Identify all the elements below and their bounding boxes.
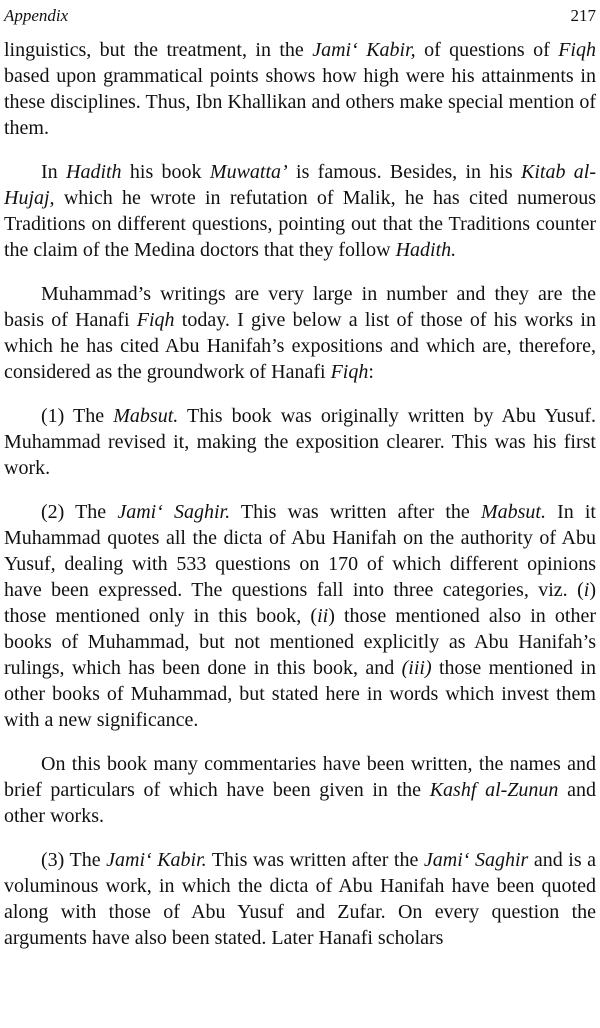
text-run: is famous. Besides, in his: [287, 161, 521, 183]
italic-text: i: [583, 579, 590, 601]
italic-text: Hadith: [66, 161, 122, 183]
italic-text: Hadith.: [395, 239, 457, 261]
paragraph: [4, 159, 596, 263]
running-head: [4, 3, 596, 29]
italic-text: Jami‘ Saghir.: [117, 501, 231, 523]
text-run: This was written after the: [230, 501, 481, 523]
italic-text: Jami‘ Kabir.: [106, 849, 207, 871]
text-run: (3) The: [41, 849, 107, 871]
text-run: Muhammad’s writings are very large in number and they are the basis of Hanafi: [4, 283, 596, 331]
text-run: ) those mentioned also in other books of Muhammad, but not mentioned explicitly as Abu Hanifah’s rulings, which has been done in this book, and: [4, 605, 597, 679]
body-text: [4, 37, 596, 969]
italic-text: Fiqh: [558, 39, 596, 61]
italic-text: Fiqh: [136, 309, 175, 331]
text-run: which he wrote in refutation of Malik, he has cited numerous Traditions on different questions, pointing out that the Traditions counter the claim of the Medina doctors that they follow: [4, 187, 596, 261]
paragraph: [4, 403, 596, 481]
text-run: (2) The: [41, 501, 118, 523]
italic-text: Fiqh: [330, 361, 369, 383]
italic-text: Kashf al-Zunun: [429, 779, 559, 801]
italic-text: Kitab al-Hujaj,: [4, 161, 596, 209]
italic-text: Jami‘ Saghir: [423, 849, 529, 871]
paragraph: [4, 847, 596, 951]
text-run: linguistics, but the treatment, in the: [4, 39, 313, 61]
text-run: of questions of: [415, 39, 559, 61]
paragraph: [4, 499, 596, 733]
text-run: and other works.: [4, 779, 596, 827]
text-run: ) those mentioned only in this book, (: [4, 579, 596, 627]
text-run: In it Muhammad quotes all the dicta of Abu Hanifah on the authority of Abu Yusuf, dealing with 533 questions on 170 of which different opinions have been expressed. The questions fall into three categories, viz. (: [4, 501, 596, 601]
text-run: (1) The: [41, 405, 114, 427]
text-run: based upon grammatical points shows how high were his attainments in these disciplines. Thus, Ibn Khallikan and others make special mention of them.: [4, 65, 596, 139]
text-run: In: [41, 161, 66, 183]
text-run: :: [368, 361, 374, 383]
running-title: Appendix: [4, 6, 69, 25]
italic-text: Muwatta’: [209, 161, 288, 183]
italic-text: (iii): [401, 657, 432, 679]
text-run: This was written after the: [206, 849, 424, 871]
paragraph: [4, 751, 596, 829]
paragraph: [4, 37, 596, 141]
text-run: On this book many commentaries have been written, the names and brief particulars of which have been given in the: [4, 753, 596, 801]
page-number: 217: [570, 6, 596, 25]
text-run: This book was originally written by Abu Yusuf. Muhammad revised it, making the exposition clearer. This was his first work.: [4, 405, 596, 479]
paragraph: [4, 281, 596, 385]
text-run: and is a voluminous work, in which the dicta of Abu Hanifah have been quoted along with those of Abu Yusuf and Zufar. On every question the arguments have also been stated. Later Hanafi scholars: [4, 849, 597, 949]
text-run: his book: [121, 161, 210, 183]
text-run: today. I give below a list of those of his works in which he has cited Abu Hanifah’s expositions and which are, therefore, considered as the groundwork of Hanafi: [4, 309, 596, 383]
italic-text: ii: [317, 605, 329, 627]
text-run: those mentioned in other books of Muhammad, but stated here in words which invest them with a new significance.: [4, 657, 596, 731]
italic-text: Mabsut.: [113, 405, 179, 427]
italic-text: Jami‘ Kabir,: [312, 39, 416, 61]
italic-text: Mabsut.: [480, 501, 546, 523]
